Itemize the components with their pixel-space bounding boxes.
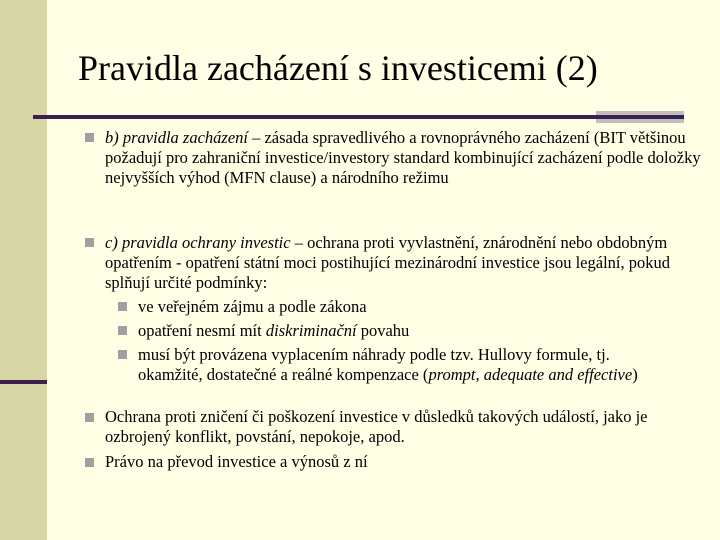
sub-item-public-interest	[138, 297, 698, 317]
sub-item-text: musí být provázena vyplacením náhrady podle tzv. Hullovy formule, tj. okamžité, dostatečné a reálné kompenzace (	[138, 345, 610, 384]
sub-item-text-end: povahu	[356, 321, 410, 340]
item-lead: b) pravidla zacházení	[105, 128, 248, 147]
sub-item-italic: prompt, adequate and effective	[428, 365, 633, 384]
sub-item-non-discriminatory	[138, 321, 698, 341]
sub-item-text: ve veřejném zájmu a podle zákona	[138, 297, 367, 316]
item-lead: c) pravidla ochrany investic	[105, 233, 291, 252]
item-text: Právo na převod investice a výnosů z ní	[105, 452, 368, 471]
bullet-item-c	[105, 233, 705, 293]
sub-item-text-end: )	[632, 365, 638, 384]
item-text: – zásada spravedlivého a rovnoprávného zacházení (BIT většinou požadují pro zahraniční investice/investory standard kombinující zacházení podle doložky nejvyšších výhod (MFN clause) a národního režimu	[105, 128, 701, 187]
bullet-item-transfer	[105, 452, 705, 472]
bullet-square-icon	[85, 133, 94, 142]
sub-item-compensation	[138, 345, 658, 385]
bullet-item-protection	[105, 407, 705, 447]
sub-item-text: opatření nesmí mít	[138, 321, 266, 340]
sub-item-italic: diskriminační	[265, 321, 357, 340]
sub-bullet-square-icon	[118, 326, 127, 335]
item-text: Ochrana proti zničení či poškození investice v důsledků takových událostí, jako je ozbrojený konflikt, povstání, nepokoje, apod.	[105, 407, 648, 446]
sub-bullet-square-icon	[118, 350, 127, 359]
item-text: – ochrana proti vyvlastnění, znárodnění nebo obdobným opatřením - opatření státní moci postihující mezinárodní investice jsou legální, pokud splňují určité podmínky:	[105, 233, 670, 292]
bullet-square-icon	[85, 238, 94, 247]
slide-title: Pravidla zacházení s investicemi (2)	[78, 48, 598, 88]
bullet-square-icon	[85, 413, 94, 422]
sub-bullet-square-icon	[118, 302, 127, 311]
bullet-square-icon	[85, 458, 94, 467]
bullet-item-b	[105, 128, 705, 188]
